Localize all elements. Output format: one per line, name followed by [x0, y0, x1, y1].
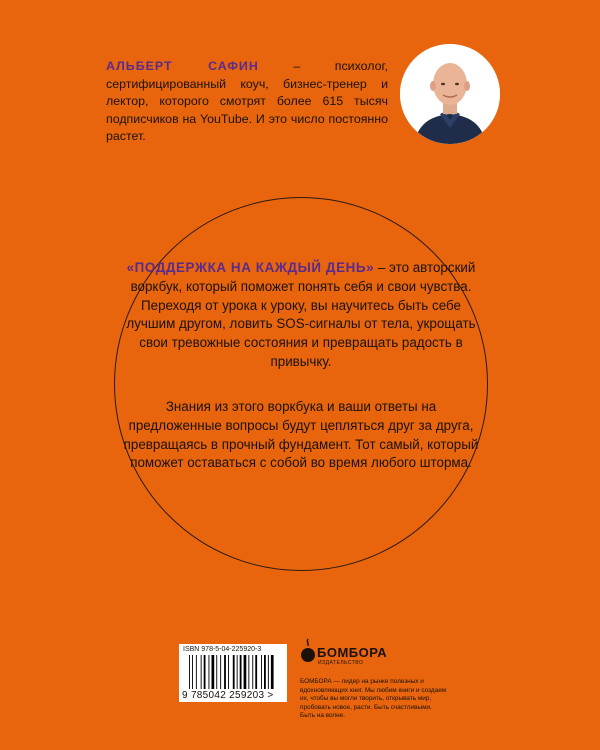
barcode-bar — [233, 655, 235, 689]
barcode-bar — [268, 655, 269, 689]
barcode-bar — [216, 655, 217, 689]
barcode-bar — [220, 655, 221, 689]
barcode-bar — [224, 655, 226, 689]
bombora-logo-icon — [300, 638, 316, 664]
barcode-bar — [255, 655, 257, 689]
isbn-text: ISBN 978-5-04-225920-3 — [183, 646, 262, 653]
barcode-bar — [212, 655, 215, 689]
publisher-name: БОМБОРА — [317, 645, 388, 660]
author-photo — [400, 44, 500, 144]
barcode-bar — [201, 655, 202, 689]
publisher-description: БОМБОРА — лидер на рынке полезных и вдохновляющих книг. Мы любим книги и создаем их, чтобы вы могли творить, открывать мир, пробовать новое, расти. Быть счастливыми. Быть на волне. — [300, 678, 447, 720]
publisher-subtitle: ИЗДАТЕЛЬСТВО — [318, 660, 364, 666]
barcode-bar — [248, 655, 249, 689]
description-paragraph-1-text: – это авторский воркбук, который поможет понять себя и свои чувства. Переходя от урока к уроку, вы научитесь быть себе лучшим другом, ловить SOS-сигналы от тела, укрощать свои тревожные состояния и превращать радость в привычку. — [126, 260, 476, 369]
barcode-bar — [196, 655, 197, 689]
barcode-bar — [192, 655, 193, 689]
barcode-bar — [261, 655, 262, 689]
barcode-bar — [244, 655, 247, 689]
author-name: АЛЬБЕРТ САФИН — [106, 59, 259, 73]
barcode-bar — [189, 655, 190, 689]
author-bio — [106, 58, 388, 146]
barcode-bar — [264, 655, 266, 689]
barcode-bar — [228, 655, 229, 689]
barcode-bar — [271, 655, 274, 689]
barcode-bar — [209, 655, 210, 689]
description-circle — [114, 197, 488, 571]
barcode-digits: 9 785042 259203 > — [182, 690, 274, 701]
barcode-bar — [240, 655, 242, 689]
barcode-bar — [252, 655, 253, 689]
book-title: «ПОДДЕРЖКА НА КАЖДЫЙ ДЕНЬ» — [126, 260, 375, 275]
author-portrait-icon — [400, 44, 500, 144]
author-bio-text: – психолог, сертифицированный коуч, бизнес-тренер и лектор, которого смотрят более 615 тысяч подписчиков на YouTube. И это число постоянно растет. — [106, 59, 388, 144]
barcode-label — [179, 644, 287, 702]
barcode-bar — [237, 655, 238, 689]
description-paragraph-2: Знания из этого воркбука и ваши ответы на предложенные вопросы будут цепляться друг за друга, превращаясь в прочный фундамент. Тот самый, который поможет оставаться с собой во время любого шторма. — [123, 399, 479, 471]
barcode-bar — [204, 655, 206, 689]
description-paragraph-1 — [120, 259, 482, 372]
barcode-icon — [189, 655, 277, 689]
